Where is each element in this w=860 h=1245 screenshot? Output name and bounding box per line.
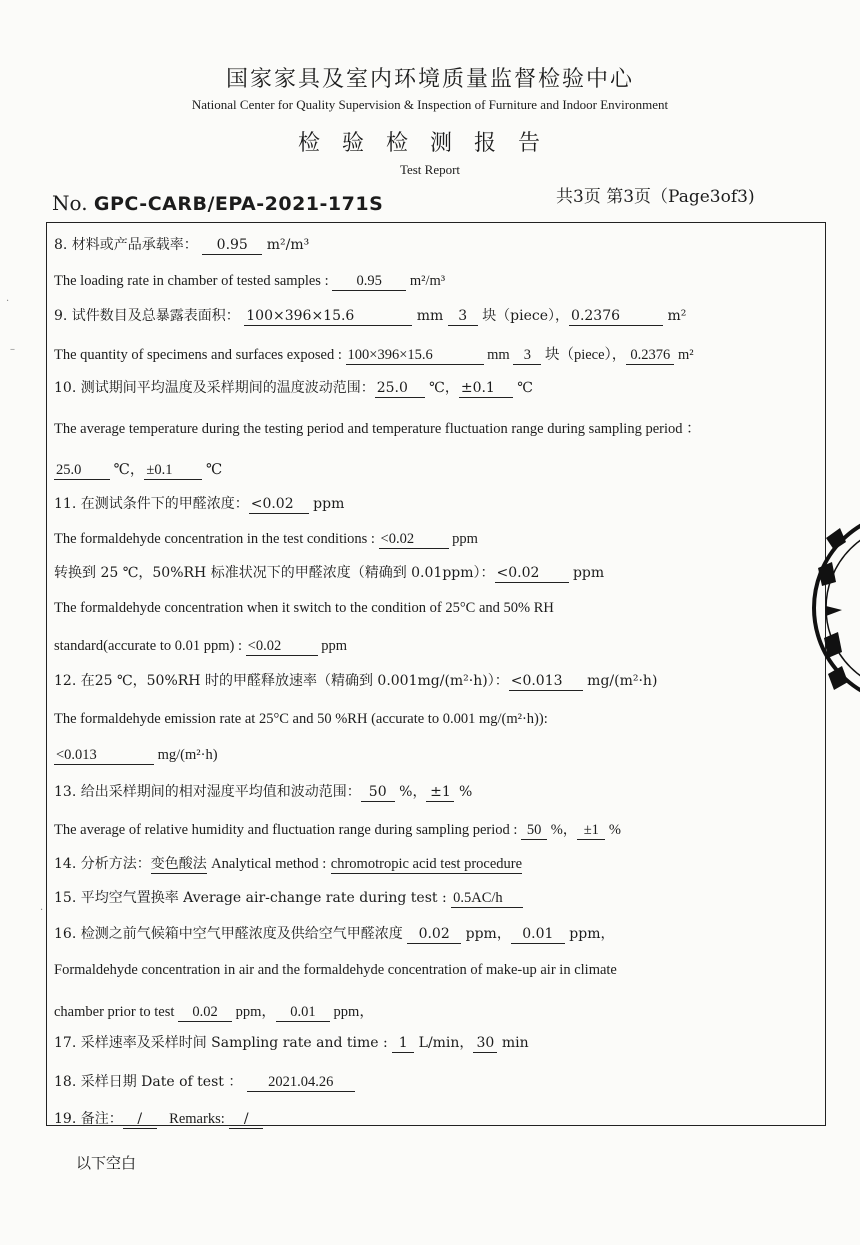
air-change-rate: 0.5AC/h — [451, 890, 523, 908]
item-16-cn: 16. 检测之前气候箱中空气甲醛浓度及供给空气甲醛浓度 0.02 ppm， 0.01 ppm， — [54, 926, 615, 942]
temp-range: ±0.1 — [459, 380, 513, 398]
item-12-cn — [54, 670, 657, 691]
specimen-size-unit: mm — [416, 308, 444, 324]
item-10-cn: 10. 测试期间平均温度及采样期间的温度波动范围： 25.0 ℃， ±0.1 ℃ — [54, 380, 533, 396]
makeup-conc-unit: ppm — [569, 926, 601, 942]
sampling-time-unit: min — [501, 1035, 529, 1051]
margin-mark: · — [6, 296, 10, 307]
rh-range-en: ±1 — [577, 822, 605, 840]
item-8-en-label: The loading rate in chamber of tested samples : — [54, 273, 329, 289]
rh-range-unit: % — [458, 784, 473, 800]
item-10-en-label: The average temperature during the testing period and temperature fluctuation range during sampling period ： — [54, 421, 701, 437]
item-11-en — [54, 531, 478, 549]
report-number — [52, 191, 383, 215]
formaldehyde-std-unit-en: ppm — [321, 638, 348, 654]
item-19-cn-label: 19. 备注： — [54, 1111, 123, 1127]
method-en: chromotropic acid test procedure — [331, 856, 522, 874]
blank-below-note: 以下空白 — [76, 1154, 137, 1172]
rh-range: ±1 — [426, 784, 454, 802]
specimen-size-unit-en: mm — [487, 347, 510, 363]
sampling-rate-unit: L/min， — [418, 1035, 474, 1051]
item-15 — [54, 887, 523, 908]
specimen-count-unit-en: 块（piece）， — [544, 347, 627, 363]
chamber-conc-unit: ppm — [465, 926, 497, 942]
makeup-conc-unit-en: ppm — [333, 1004, 360, 1020]
report-title-cn: 检验检测报告 — [297, 131, 562, 156]
item-8-cn — [54, 234, 309, 255]
margin-mark: · — [40, 905, 44, 916]
item-11-en-3 — [54, 638, 347, 656]
item-14-cn-label: 14. 分析方法： — [54, 856, 151, 872]
formaldehyde-test-unit: ppm — [313, 496, 345, 512]
rh-avg: 50 — [361, 784, 395, 802]
item-16-en-label: Formaldehyde concentration in air and the formaldehyde concentration of make-up air in climate — [54, 962, 617, 978]
specimen-count-unit: 块（piece）， — [482, 308, 570, 324]
item-11-en2-label: The formaldehyde concentration when it switch to the condition of 25°C and 50% RH — [54, 600, 554, 616]
item-10-en-values: 25.0 ℃， ±0.1 ℃ — [54, 458, 222, 480]
specimen-size: 100×396×15.6 — [244, 308, 412, 326]
item-14 — [54, 853, 522, 874]
sampling-time: 30 — [473, 1035, 497, 1053]
temp-range-unit: ℃ — [517, 380, 533, 396]
sampling-rate: 1 — [392, 1035, 414, 1053]
formaldehyde-std-en: <0.02 — [246, 638, 318, 656]
official-seal-stamp — [800, 498, 860, 718]
rh-range-unit-en: % — [608, 822, 622, 838]
makeup-conc-en: 0.01 — [276, 1004, 330, 1022]
avg-temp-unit-en: ℃ — [113, 462, 130, 478]
item-16-cn-label: 16. 检测之前气候箱中空气甲醛浓度及供给空气甲醛浓度 — [54, 926, 403, 942]
item-12-en-values — [54, 747, 218, 765]
loading-rate-value-en: 0.95 — [332, 273, 406, 291]
loading-rate-value: 0.95 — [202, 237, 262, 255]
loading-rate-unit: m²/m³ — [266, 237, 310, 253]
surface-area-unit-en: m² — [677, 347, 694, 363]
remarks-cn: / — [123, 1111, 157, 1129]
chamber-conc-unit-en: ppm — [235, 1004, 262, 1020]
item-19 — [54, 1108, 263, 1129]
item-17-label: 17. 采样速率及采样时间 Sampling rate and time : — [54, 1035, 388, 1051]
avg-temp-en: 25.0 — [54, 462, 110, 480]
item-12-en-label: The formaldehyde emission rate at 25°C and 50 %RH (accurate to 0.001 mg/(m²·h)): — [54, 711, 548, 727]
item-8-cn-label: 8. 材料或产品承载率： — [54, 237, 198, 253]
formaldehyde-std: <0.02 — [495, 565, 569, 583]
item-9-en — [54, 343, 694, 365]
item-9-cn — [54, 305, 686, 326]
item-11-en-2 — [54, 600, 554, 617]
surface-area: 0.2376 — [569, 308, 663, 326]
item-13-en-label: The average of relative humidity and fluctuation range during sampling period : — [54, 822, 518, 838]
org-name-cn: 国家家具及室内环境质量监督检验中心 — [225, 67, 634, 92]
item-13-en: The average of relative humidity and fluctuation range during sampling period : 50 %， ±1 % — [54, 818, 621, 840]
item-10-en — [54, 417, 701, 438]
item-10-cn-label: 10. 测试期间平均温度及采样期间的温度波动范围： — [54, 380, 375, 396]
item-13-cn: 13. 给出采样期间的相对湿度平均值和波动范围： 50 %， ±1 % — [54, 784, 473, 800]
loading-rate-unit-en: m²/m³ — [409, 273, 446, 289]
temp-range-unit-en: ℃ — [205, 462, 223, 478]
formaldehyde-test-unit-en: ppm — [452, 531, 478, 547]
formaldehyde-test-en: <0.02 — [379, 531, 449, 549]
item-11-en-label: The formaldehyde concentration in the test conditions : — [54, 531, 375, 547]
item-14-en-label: Analytical method : — [211, 856, 327, 872]
item-18-label: 18. 采样日期 Date of test ： — [54, 1074, 243, 1090]
item-19-en-label: Remarks: — [169, 1111, 225, 1127]
emission-rate-unit-en: mg/(m²·h) — [157, 747, 218, 763]
item-11-cn-label: 11. 在测试条件下的甲醛浓度： — [54, 496, 249, 512]
item-16-en2-label: chamber prior to test — [54, 1004, 175, 1020]
emission-rate: <0.013 — [509, 673, 583, 691]
item-9-en-label: The quantity of specimens and surfaces exposed : — [54, 347, 342, 363]
emission-rate-unit: mg/(m²·h) — [587, 673, 658, 689]
specimen-size-en: 100×396×15.6 — [346, 347, 484, 365]
item-11-cn-2 — [54, 562, 604, 583]
report-title-en: Test Report — [399, 162, 461, 177]
item-15-label: 15. 平均空气置换率 Average air-change rate during test : — [54, 890, 447, 906]
rh-avg-en: 50 — [521, 822, 547, 840]
formaldehyde-test: <0.02 — [249, 496, 309, 514]
item-9-cn-label: 9. 试件数目及总暴露表面积： — [54, 308, 240, 324]
item-12-cn-label: 12. 在25 ℃，50%RH 时的甲醛释放速率（精确到 0.001mg/(m²·h)）： — [54, 673, 509, 689]
report-number-label: No. — [52, 191, 88, 215]
test-date: 2021.04.26 — [247, 1074, 355, 1092]
emission-rate-en: <0.013 — [54, 747, 154, 765]
report-number-value: GPC-CARB/EPA-2021-171S — [93, 193, 384, 215]
avg-temp: 25.0 — [375, 380, 425, 398]
chamber-conc-en: 0.02 — [178, 1004, 232, 1022]
chamber-conc: 0.02 — [407, 926, 461, 944]
formaldehyde-std-unit: ppm — [572, 565, 605, 581]
margin-mark: – — [10, 344, 15, 355]
item-8-en — [54, 273, 445, 291]
temp-range-en: ±0.1 — [144, 462, 202, 480]
page-indicator: 共3页 第3页（Page3of3) — [556, 187, 755, 207]
item-11-cn2-label: 转换到 25 ℃，50%RH 标准状况下的甲醛浓度（精确到 0.01ppm）： — [54, 565, 495, 581]
specimen-count: 3 — [448, 308, 478, 326]
surface-area-unit: m² — [667, 308, 687, 324]
item-18 — [54, 1071, 355, 1092]
item-16-en-2: chamber prior to test 0.02 ppm， 0.01 ppm， — [54, 1000, 374, 1022]
surface-area-en: 0.2376 — [626, 347, 674, 365]
item-11-en3-label: standard(accurate to 0.01 ppm) : — [54, 638, 243, 654]
rh-avg-unit-en: % — [550, 822, 563, 838]
specimen-count-en: 3 — [513, 347, 541, 365]
makeup-conc: 0.01 — [511, 926, 565, 944]
item-12-en — [54, 711, 548, 728]
avg-temp-unit: ℃ — [429, 380, 445, 396]
item-11-cn — [54, 493, 344, 514]
rh-avg-unit: % — [399, 784, 413, 800]
item-13-cn-label: 13. 给出采样期间的相对湿度平均值和波动范围： — [54, 784, 361, 800]
remarks-en: / — [229, 1111, 263, 1129]
org-name-en: National Center for Quality Supervision & Inspection of Furniture and Indoor Environment — [191, 97, 669, 112]
method-cn: 变色酸法 — [150, 856, 207, 872]
item-16-en — [54, 962, 617, 979]
item-17 — [54, 1032, 529, 1053]
